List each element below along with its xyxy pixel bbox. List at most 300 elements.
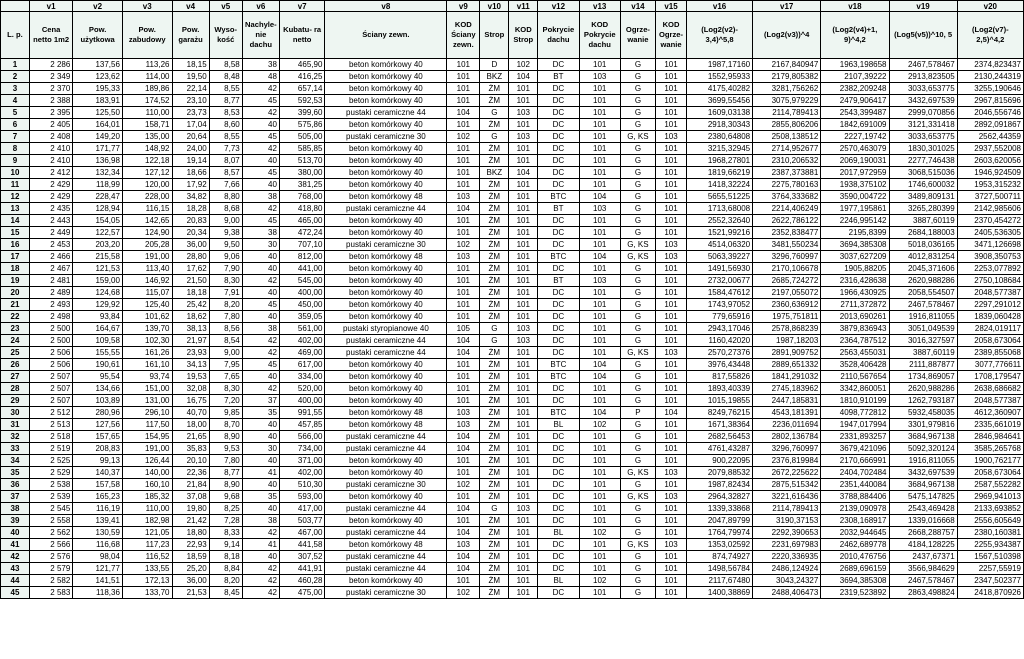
table-cell: 2 512 (29, 407, 72, 419)
table-cell: 3265,280399 (889, 203, 957, 215)
table-cell: 2 583 (29, 587, 72, 599)
table-cell: 2479,906417 (821, 95, 889, 107)
row-number: 13 (1, 203, 30, 215)
column-header: (Log2(v4)+1, 9)^4,2 (821, 12, 889, 59)
table-cell: 9,00 (209, 215, 242, 227)
table-cell: 2389,855068 (957, 347, 1023, 359)
table-cell: 101 (656, 443, 687, 455)
variable-cell (1, 1, 30, 12)
table-cell: 101 (656, 479, 687, 491)
table-cell: 1418,32224 (687, 179, 753, 191)
table-cell: 101 (447, 515, 480, 527)
table-cell: 1671,38364 (687, 419, 753, 431)
row-number: 7 (1, 131, 30, 143)
table-cell: 30 (242, 239, 279, 251)
table-cell: beton komórkowy 40 (325, 287, 447, 299)
table-cell: 2855,806206 (753, 119, 821, 131)
table-cell: 101 (509, 491, 538, 503)
table-cell: 128,94 (73, 203, 123, 215)
table-cell: 1842,691009 (821, 119, 889, 131)
table-cell: beton komórkowy 40 (325, 143, 447, 155)
table-cell: 20,64 (172, 131, 209, 143)
table-cell: 1839,060428 (957, 311, 1023, 323)
table-cell: 2347,502377 (957, 575, 1023, 587)
table-cell: 151,00 (122, 383, 172, 395)
table-cell: 120,00 (122, 179, 172, 191)
column-header: Nachyle- nie dachu (242, 12, 279, 59)
table-cell: 1015,19855 (687, 395, 753, 407)
table-cell: 19,14 (172, 155, 209, 167)
table-cell: 8,07 (209, 155, 242, 167)
table-cell: 42 (242, 527, 279, 539)
table-cell: 102 (447, 239, 480, 251)
row-number: 10 (1, 167, 30, 179)
table-cell: DC (538, 479, 579, 491)
row-number: 6 (1, 119, 30, 131)
table-cell: 101,62 (122, 311, 172, 323)
table-row (1, 575, 1024, 587)
table-cell: 874,74927 (687, 551, 753, 563)
table-cell: 768,00 (279, 191, 324, 203)
table-cell: 104 (447, 527, 480, 539)
table-cell: 164,67 (73, 323, 123, 335)
variable-cell: v3 (122, 1, 172, 12)
table-cell: ŻM (480, 347, 509, 359)
table-cell: 42 (242, 575, 279, 587)
table-cell: 2620,988286 (889, 383, 957, 395)
table-cell: ŻM (480, 443, 509, 455)
table-cell: 8,58 (209, 59, 242, 71)
table-cell: 2374,823437 (957, 59, 1023, 71)
table-cell: 18,18 (172, 287, 209, 299)
variable-cell: v14 (620, 1, 655, 12)
table-cell: 103 (656, 467, 687, 479)
table-cell: 161,10 (122, 359, 172, 371)
table-cell: 5092,320124 (889, 443, 957, 455)
table-cell: 7,91 (209, 287, 242, 299)
table-cell: 2418,870926 (957, 587, 1023, 599)
table-cell: 334,00 (279, 371, 324, 383)
table-cell: 2638,686682 (957, 383, 1023, 395)
table-cell: 101 (656, 383, 687, 395)
table-cell: 8,70 (209, 419, 242, 431)
table-cell: 95,54 (73, 371, 123, 383)
table-cell: 2130,244319 (957, 71, 1023, 83)
table-cell: 154,95 (122, 431, 172, 443)
table-cell: 101 (447, 311, 480, 323)
table-cell: 1743,97052 (687, 299, 753, 311)
table-cell: 133,70 (122, 587, 172, 599)
table-cell: 99,13 (73, 455, 123, 467)
table-cell: G (480, 131, 509, 143)
table-cell: G (620, 527, 655, 539)
table-cell: 19,53 (172, 371, 209, 383)
table-cell: DC (538, 287, 579, 299)
table-cell: BL (538, 575, 579, 587)
table-cell: 103 (656, 251, 687, 263)
table-cell: 2231,697983 (753, 539, 821, 551)
table-cell: 158,71 (122, 119, 172, 131)
table-cell: 2622,786122 (753, 215, 821, 227)
table-row (1, 359, 1024, 371)
table-cell: 3764,333682 (753, 191, 821, 203)
table-row (1, 515, 1024, 527)
table-cell: 3788,884406 (821, 491, 889, 503)
table-cell: 520,00 (279, 383, 324, 395)
row-number: 23 (1, 323, 30, 335)
table-cell: ŻM (480, 371, 509, 383)
table-cell: 101 (656, 527, 687, 539)
table-cell: 1810,910199 (821, 395, 889, 407)
table-cell: 2214,406249 (753, 203, 821, 215)
table-cell: 48 (242, 71, 279, 83)
table-cell: ŻM (480, 287, 509, 299)
table-cell: 101 (656, 143, 687, 155)
table-cell: ŻM (480, 215, 509, 227)
table-cell: 104 (656, 407, 687, 419)
table-cell: 21,53 (172, 587, 209, 599)
table-row (1, 251, 1024, 263)
table-row (1, 371, 1024, 383)
table-cell: 2 467 (29, 263, 72, 275)
table-cell: 3033,653775 (889, 131, 957, 143)
table-cell: 101 (579, 467, 620, 479)
table-cell: 2732,00677 (687, 275, 753, 287)
table-cell: 1584,47612 (687, 287, 753, 299)
table-cell: G (620, 587, 655, 599)
table-cell: 2570,27376 (687, 347, 753, 359)
table-cell: 101 (579, 239, 620, 251)
table-cell: G (620, 371, 655, 383)
table-cell: beton komórkowy 40 (325, 215, 447, 227)
table-cell: ŻM (480, 479, 509, 491)
table-cell: 1734,869057 (889, 371, 957, 383)
table-cell: 9,06 (209, 251, 242, 263)
column-header: Pow. garażu (172, 12, 209, 59)
table-cell: 40 (242, 371, 279, 383)
table-cell: 3068,515036 (889, 167, 957, 179)
table-cell: pustaki ceramiczne 30 (325, 131, 447, 143)
table-cell: 707,10 (279, 239, 324, 251)
table-cell: 101 (509, 191, 538, 203)
table-cell: 2 435 (29, 203, 72, 215)
table-cell: 104 (579, 251, 620, 263)
table-cell: 101 (656, 179, 687, 191)
table-cell: ŻM (480, 383, 509, 395)
table-cell: 101 (579, 119, 620, 131)
table-cell: 2 562 (29, 527, 72, 539)
table-cell: 113,26 (122, 59, 172, 71)
table-cell: 42 (242, 107, 279, 119)
table-cell: 93,74 (122, 371, 172, 383)
table-cell: 3016,327597 (889, 335, 957, 347)
table-cell: 561,00 (279, 323, 324, 335)
table-cell: ŻM (480, 275, 509, 287)
table-cell: beton komórkowy 40 (325, 395, 447, 407)
table-cell: DC (538, 167, 579, 179)
table-cell: 134,66 (73, 383, 123, 395)
table-cell: G (620, 119, 655, 131)
table-cell: 40 (242, 263, 279, 275)
table-cell: 42 (242, 143, 279, 155)
table-cell: 18,28 (172, 203, 209, 215)
table-cell: 117,50 (122, 419, 172, 431)
table-cell: 117,23 (122, 539, 172, 551)
table-cell: 2319,523892 (821, 587, 889, 599)
table-cell: 103 (579, 203, 620, 215)
table-cell: 2 410 (29, 155, 72, 167)
table-cell: 3585,265768 (957, 443, 1023, 455)
table-cell: 18,59 (172, 551, 209, 563)
table-cell: 2167,840947 (753, 59, 821, 71)
table-cell: 37 (242, 395, 279, 407)
table-cell: 2467,578467 (889, 299, 957, 311)
table-cell: 101 (447, 299, 480, 311)
table-cell: 104 (447, 335, 480, 347)
table-cell: G (620, 575, 655, 587)
table-row (1, 95, 1024, 107)
table-cell: 2918,30343 (687, 119, 753, 131)
table-cell: 280,96 (73, 407, 123, 419)
table-cell: 101 (656, 83, 687, 95)
table-row (1, 107, 1024, 119)
table-row (1, 191, 1024, 203)
table-row (1, 215, 1024, 227)
table-cell: 2 579 (29, 563, 72, 575)
table-cell: G (620, 71, 655, 83)
table-cell: 2467,578467 (889, 59, 957, 71)
table-cell: 2277,746438 (889, 155, 957, 167)
table-cell: 101 (579, 383, 620, 395)
table-cell: 2335,661019 (957, 419, 1023, 431)
table-cell: 2668,288757 (889, 527, 957, 539)
table-cell: 101 (579, 83, 620, 95)
table-cell: 1963,198658 (821, 59, 889, 71)
table-cell: 2 498 (29, 311, 72, 323)
table-cell: ŻM (480, 95, 509, 107)
table-cell: 505,00 (279, 131, 324, 143)
table-cell: 104 (447, 443, 480, 455)
table-cell: 101 (509, 407, 538, 419)
table-cell: 38,13 (172, 323, 209, 335)
table-cell: 460,28 (279, 575, 324, 587)
table-cell: ŻM (480, 515, 509, 527)
table-row (1, 287, 1024, 299)
table-row (1, 479, 1024, 491)
table-cell: 503,77 (279, 515, 324, 527)
table-cell: 3684,967138 (889, 431, 957, 443)
table-cell: 45 (242, 131, 279, 143)
table-cell: 103 (509, 335, 538, 347)
row-number: 45 (1, 587, 30, 599)
table-cell: 2058,554507 (889, 287, 957, 299)
table-cell: 101 (579, 95, 620, 107)
table-cell: 2750,108684 (957, 275, 1023, 287)
table-cell: 8,45 (209, 587, 242, 599)
table-cell: 101 (656, 155, 687, 167)
table-cell: 359,05 (279, 311, 324, 323)
table-cell: 2114,789413 (753, 107, 821, 119)
table-cell: 2543,469428 (889, 503, 957, 515)
table-cell: 2 370 (29, 83, 72, 95)
table-cell: 2 507 (29, 383, 72, 395)
table-cell: 7,73 (209, 143, 242, 155)
table-cell: 101 (656, 71, 687, 83)
table-row (1, 431, 1024, 443)
column-header: Kubatu- ra netto (279, 12, 324, 59)
table-row (1, 179, 1024, 191)
table-cell: 3296,760997 (753, 443, 821, 455)
table-cell: 101 (447, 395, 480, 407)
table-row (1, 443, 1024, 455)
table-cell: 101 (447, 179, 480, 191)
table-cell: 42 (242, 563, 279, 575)
table-row (1, 143, 1024, 155)
table-cell: 3590,004722 (821, 191, 889, 203)
table-cell: 2556,605649 (957, 515, 1023, 527)
table-cell: 35,83 (172, 443, 209, 455)
table-cell: beton komórkowy 48 (325, 407, 447, 419)
table-cell: 2 286 (29, 59, 72, 71)
table-cell: 2048,577387 (957, 287, 1023, 299)
table-cell: 2 506 (29, 359, 72, 371)
table-cell: 2 395 (29, 107, 72, 119)
table-cell: 2179,805382 (753, 71, 821, 83)
table-cell: ŻM (480, 251, 509, 263)
table-cell: 2943,17046 (687, 323, 753, 335)
table-cell: 101 (447, 275, 480, 287)
row-number: 22 (1, 311, 30, 323)
table-cell: pustaki ceramiczne 30 (325, 587, 447, 599)
table-cell: 2682,56453 (687, 431, 753, 443)
table-cell: 103 (579, 275, 620, 287)
variable-cell: v1 (29, 1, 72, 12)
table-cell: 8249,76215 (687, 407, 753, 419)
table-cell: 457,85 (279, 419, 324, 431)
table-cell: 101 (579, 515, 620, 527)
table-cell: 103 (509, 503, 538, 515)
table-cell: 5018,036165 (889, 239, 957, 251)
table-row (1, 263, 1024, 275)
table-cell: 2 525 (29, 455, 72, 467)
table-cell: 593,00 (279, 491, 324, 503)
table-cell: 36,00 (172, 575, 209, 587)
table-cell: 101 (447, 83, 480, 95)
table-cell: G (620, 383, 655, 395)
table-cell: 513,70 (279, 155, 324, 167)
table-row (1, 227, 1024, 239)
table-cell: 9,85 (209, 407, 242, 419)
row-number: 28 (1, 383, 30, 395)
table-cell: BTC (538, 359, 579, 371)
table-cell: 7,80 (209, 455, 242, 467)
table-cell: 1746,600032 (889, 179, 957, 191)
table-cell: 36,00 (172, 239, 209, 251)
table-cell: 101 (656, 503, 687, 515)
table-cell: 102 (509, 59, 538, 71)
table-cell: ŻM (480, 119, 509, 131)
table-cell: 3976,43448 (687, 359, 753, 371)
table-cell: 2 519 (29, 443, 72, 455)
table-cell: 2079,88532 (687, 467, 753, 479)
table-cell: ŻM (480, 491, 509, 503)
table-cell: 4012,831254 (889, 251, 957, 263)
table-cell: 7,65 (209, 371, 242, 383)
table-cell: DC (538, 503, 579, 515)
table-cell: 35 (242, 491, 279, 503)
table-cell: 101 (579, 395, 620, 407)
table-cell: 1708,179547 (957, 371, 1023, 383)
table-cell: 817,55826 (687, 371, 753, 383)
table-cell: 101 (509, 359, 538, 371)
table-cell: 228,00 (122, 191, 172, 203)
table-cell: 1609,03138 (687, 107, 753, 119)
table-cell: 8,56 (209, 323, 242, 335)
table-cell: BL (538, 419, 579, 431)
table-cell: 101 (447, 371, 480, 383)
variable-cell: v8 (325, 1, 447, 12)
table-cell: 2351,440084 (821, 479, 889, 491)
table-cell: 122,57 (73, 227, 123, 239)
table-row (1, 167, 1024, 179)
table-cell: G (620, 419, 655, 431)
variable-cell: v7 (279, 1, 324, 12)
table-cell: P (620, 407, 655, 419)
table-cell: DC (538, 215, 579, 227)
table-cell: 2195,8399 (821, 227, 889, 239)
table-cell: 101 (447, 143, 480, 155)
table-cell: 104 (579, 371, 620, 383)
table-cell: 18,00 (172, 419, 209, 431)
table-cell: 2310,206532 (753, 155, 821, 167)
table-cell: G (620, 275, 655, 287)
table-cell: 8,80 (209, 191, 242, 203)
row-number: 16 (1, 239, 30, 251)
table-cell: BL (538, 527, 579, 539)
table-cell: 101 (579, 443, 620, 455)
table-cell: 2110,567654 (821, 371, 889, 383)
row-number: 25 (1, 347, 30, 359)
table-cell: DC (538, 227, 579, 239)
table-cell: 2316,428638 (821, 275, 889, 287)
table-cell: 101 (656, 359, 687, 371)
table-cell: G (620, 167, 655, 179)
row-number: 5 (1, 107, 30, 119)
table-cell: 129,92 (73, 299, 123, 311)
row-number: 8 (1, 143, 30, 155)
table-row (1, 83, 1024, 95)
table-cell: 18,80 (172, 527, 209, 539)
table-cell: 101 (579, 335, 620, 347)
table-cell: G, KS (620, 491, 655, 503)
table-cell: 1339,33868 (687, 503, 753, 515)
table-cell: 101 (579, 179, 620, 191)
table-cell: 3221,616436 (753, 491, 821, 503)
table-cell: 2 566 (29, 539, 72, 551)
table-cell: 545,00 (279, 275, 324, 287)
table-cell: G (620, 227, 655, 239)
table-cell: beton komórkowy 40 (325, 575, 447, 587)
table-cell: 472,24 (279, 227, 324, 239)
table-cell: 3281,756262 (753, 83, 821, 95)
row-number: 42 (1, 551, 30, 563)
table-row (1, 323, 1024, 335)
table-cell: 2133,693852 (957, 503, 1023, 515)
table-cell: 102 (579, 527, 620, 539)
table-cell: DC (538, 59, 579, 71)
table-cell: DC (538, 395, 579, 407)
table-cell: G (620, 395, 655, 407)
